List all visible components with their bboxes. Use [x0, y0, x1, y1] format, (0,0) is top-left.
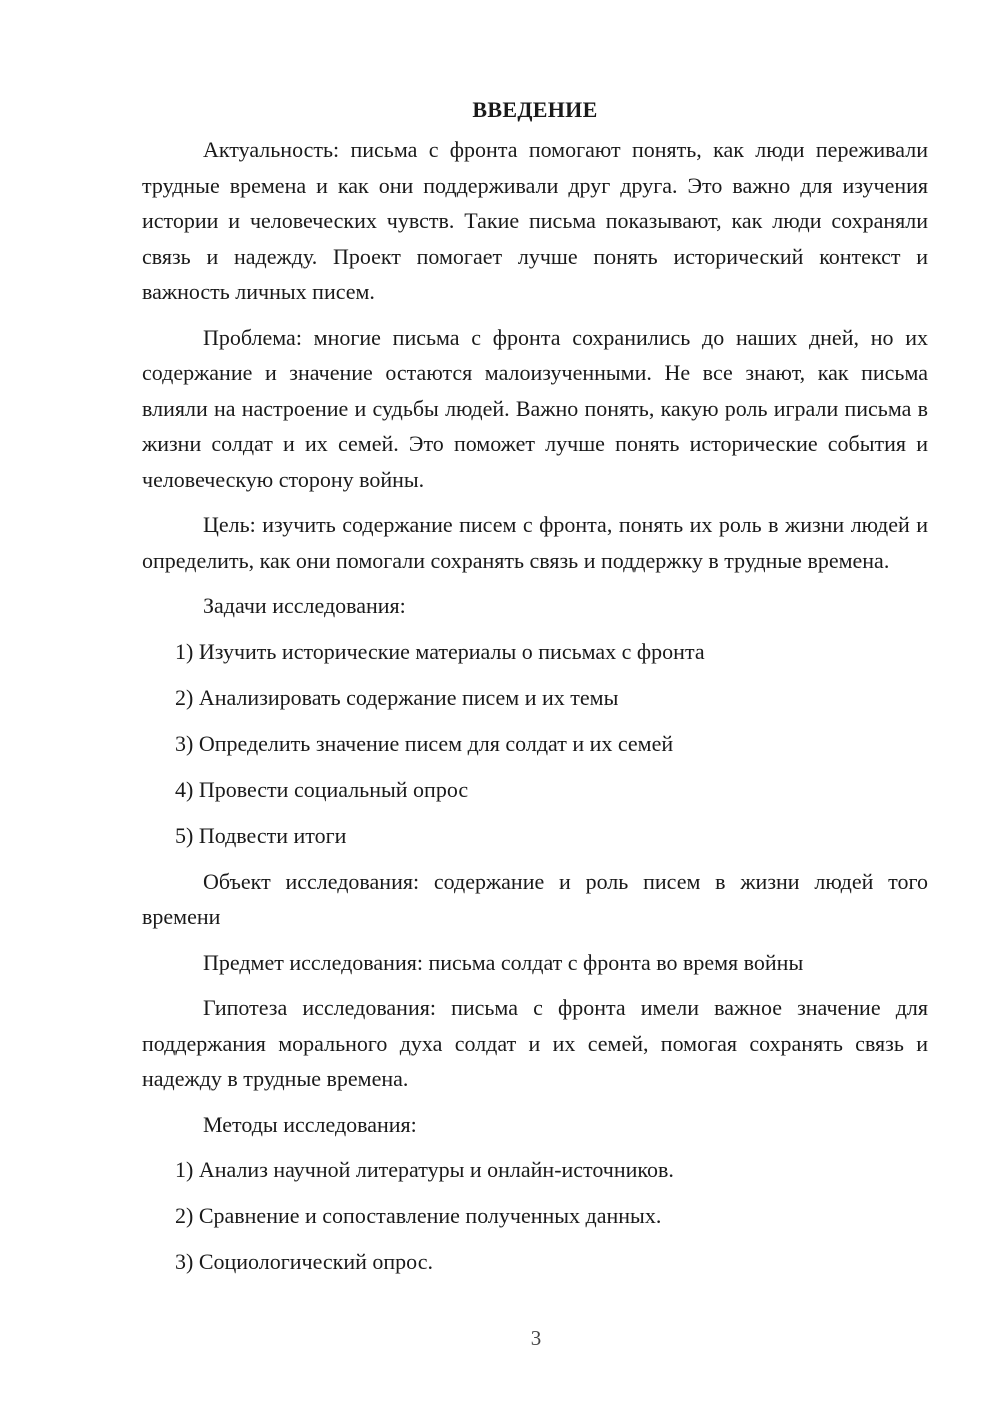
- object-paragraph: Объект исследования: содержание и роль писем в жизни людей того времени: [142, 868, 928, 929]
- method-item: 3) Социологический опрос.: [175, 1249, 433, 1274]
- subject-paragraph: Предмет исследования: письма солдат с фронта во время войны: [203, 949, 804, 975]
- page-number: 3: [530, 1326, 542, 1350]
- method-item: 2) Сравнение и сопоставление полученных данных.: [175, 1203, 662, 1228]
- method-item: 1) Анализ научной литературы и онлайн-источников.: [175, 1157, 674, 1182]
- page-title: ВВЕДЕНИЕ: [472, 97, 598, 122]
- problem-paragraph: Проблема: многие письма с фронта сохранились до наших дней, но их содержание и значение остаются малоизученными. Не все знают, как письма влияли на настроение и судьбы людей. Важно понять, какую роль играли письма в жизни солдат и их семей. Это поможет лучше понять исторические события и человеческую сторону войны.: [142, 324, 928, 492]
- task-item: 2) Анализировать содержание писем и их темы: [175, 684, 619, 710]
- task-item: 5) Подвести итоги: [175, 822, 347, 848]
- relevance-paragraph: Актуальность: письма с фронта помогают понять, как люди переживали трудные времена и как они поддерживали друг друга. Это важно для изучения истории и человеческих чувств. Такие письма показывают, как люди сохраняли связь и надежду. Проект помогает лучше понять исторический контекст и важность личных писем.: [142, 137, 928, 304]
- task-item: 4) Провести социальный опрос: [175, 776, 469, 802]
- task-item: 3) Определить значение писем для солдат и их семей: [175, 730, 674, 756]
- hypothesis-paragraph: Гипотеза исследования: письма с фронта имели важное значение для поддержания морального духа солдат и их семей, помогая сохранять связь и надежду в трудные времена.: [142, 995, 928, 1091]
- document-page: [142, 92, 928, 1290]
- methods-list: [142, 1152, 928, 1280]
- task-item: 1) Изучить исторические материалы о письмах с фронта: [175, 638, 705, 664]
- tasks-label: Задачи исследования:: [203, 593, 406, 618]
- tasks-list: [142, 634, 928, 854]
- methods-label: Методы исследования:: [203, 1111, 417, 1137]
- goal-paragraph: Цель: изучить содержание писем с фронта, понять их роль в жизни людей и определить, как они помогали сохранять связь и поддержку в трудные времена.: [142, 512, 928, 573]
